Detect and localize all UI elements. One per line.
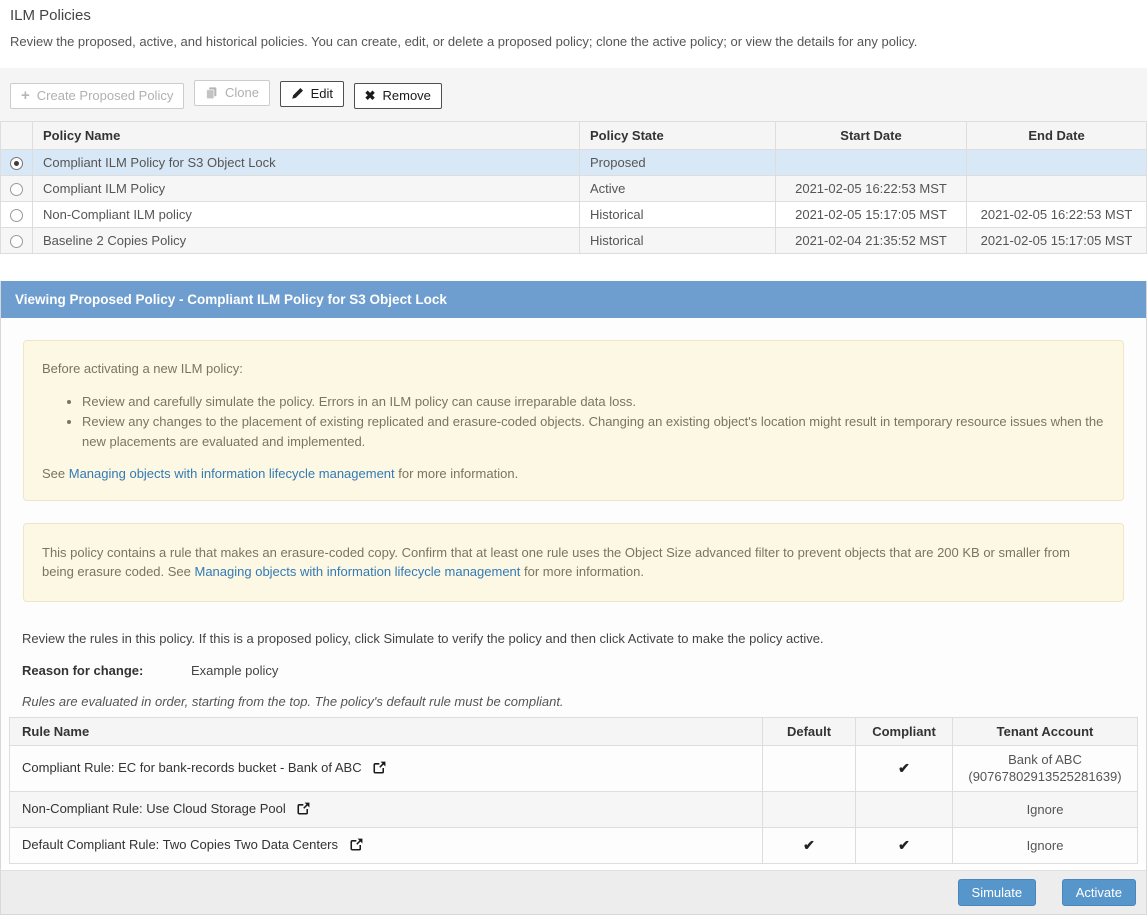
warning2-text: This policy contains a rule that makes an erasure-coded copy. Confirm that at least one rule uses the Object Size advanced filter to prevent objects that are 200 KB or smaller from being erasure coded. See <box>42 544 1070 580</box>
tenant-account-cell <box>953 791 1138 827</box>
default-mark-cell: ✔ <box>763 827 856 863</box>
rule-name-cell <box>10 827 763 863</box>
plus-icon: + <box>21 87 30 104</box>
simulate-button[interactable]: Simulate <box>958 879 1037 906</box>
policies-toolbar <box>0 68 1147 121</box>
tenant-name: Ignore <box>1026 837 1064 853</box>
x-icon: ✖ <box>364 88 376 103</box>
see-suffix: for more information. <box>394 466 519 482</box>
default-mark-cell <box>763 791 856 827</box>
compliant-mark-cell: ✔ <box>856 745 953 791</box>
policy-name-cell: Baseline 2 Copies Policy <box>33 228 580 254</box>
page-description: Review the proposed, active, and historical policies. You can create, edit, or delete a proposed policy; clone the active policy; or view the details for any policy. <box>10 34 918 49</box>
policy-end-cell <box>967 176 1147 202</box>
tenant-name: Ignore <box>1026 801 1064 817</box>
column-end-date: End Date <box>967 122 1147 150</box>
policy-name-cell: Compliant ILM Policy for S3 Object Lock <box>33 150 580 176</box>
warning-bullet-list <box>42 392 1105 452</box>
policy-row-baseline-2-copies[interactable] <box>1 228 1147 254</box>
see-more-line <box>42 464 1105 484</box>
remove-button-label: Remove <box>382 88 431 103</box>
rule-name-cell <box>10 745 763 791</box>
activate-button[interactable]: Activate <box>1062 879 1136 906</box>
policy-radio[interactable] <box>10 209 23 222</box>
policy-state-cell: Active <box>580 176 776 202</box>
pencil-icon <box>291 87 304 100</box>
rules-table-header <box>10 717 1138 745</box>
tenant-id: (90767802913525281639) <box>968 769 1122 785</box>
page-title: ILM Policies <box>10 7 91 24</box>
remove-button[interactable] <box>354 83 442 109</box>
edit-button[interactable] <box>280 81 344 107</box>
policy-state-cell: Historical <box>580 202 776 228</box>
policy-row-compliant-s3-object-lock[interactable] <box>1 150 1147 176</box>
warning2-suffix: for more information. <box>520 564 644 580</box>
activation-warning-box <box>23 340 1124 501</box>
reason-label: Reason for change: <box>22 662 144 678</box>
warning-bullet: • Review and carefully simulate the policy. Errors in an ILM policy can cause irreparable data loss. <box>82 392 1105 412</box>
clone-button[interactable] <box>194 80 270 106</box>
rules-evaluation-note: Rules are evaluated in order, starting from the top. The policy's default rule must be compliant. <box>22 693 564 709</box>
policy-row-non-compliant-ilm-policy[interactable] <box>1 202 1147 228</box>
managing-objects-link[interactable]: Managing objects with information lifecycle management <box>194 564 521 580</box>
column-compliant: Compliant <box>856 717 953 745</box>
clone-button-label: Clone <box>224 85 259 100</box>
clone-icon <box>205 86 218 100</box>
policy-state-cell: Proposed <box>580 150 776 176</box>
compliant-mark-cell <box>856 791 953 827</box>
default-mark-cell <box>763 745 856 791</box>
external-link-icon[interactable] <box>297 802 310 818</box>
policy-radio[interactable] <box>10 235 23 248</box>
policy-start-cell: 2021-02-04 21:35:52 MST <box>776 228 967 254</box>
policy-end-cell: 2021-02-05 15:17:05 MST <box>967 228 1147 254</box>
see-prefix: See <box>42 466 69 482</box>
tenant-account-cell <box>953 745 1138 791</box>
policies-table <box>0 121 1147 254</box>
policy-radio[interactable] <box>10 183 23 196</box>
rule-row-default-compliant <box>10 827 1138 863</box>
rule-name-text: Default Compliant Rule: Two Copies Two Data Centers <box>22 836 339 852</box>
policy-name-cell: Compliant ILM Policy <box>33 176 580 202</box>
viewing-proposed-policy-panel <box>0 281 1147 915</box>
rule-name-text: Non-Compliant Rule: Use Cloud Storage Pool <box>22 800 286 816</box>
radio-column-header <box>1 122 33 150</box>
policy-end-cell: 2021-02-05 16:22:53 MST <box>967 202 1147 228</box>
create-proposed-policy-button[interactable] <box>10 83 184 109</box>
policy-start-cell: 2021-02-05 16:22:53 MST <box>776 176 967 202</box>
warning-bullet: • Review any changes to the placement of existing replicated and erasure-coded objects. Changing an existing object's location might result in temporary resource issues when the new placements are evaluated and implemented. <box>82 412 1105 451</box>
policy-end-cell <box>967 150 1147 176</box>
edit-button-label: Edit <box>310 85 333 101</box>
policy-row-compliant-ilm-policy[interactable] <box>1 176 1147 202</box>
external-link-icon[interactable] <box>373 761 386 777</box>
rule-name-cell <box>10 791 763 827</box>
panel-body <box>1 318 1146 864</box>
rules-table <box>9 717 1138 864</box>
panel-header: Viewing Proposed Policy - Compliant ILM Policy for S3 Object Lock <box>1 281 1146 318</box>
create-button-label: Create Proposed Policy <box>36 88 174 103</box>
reason-for-change-line <box>22 663 1125 678</box>
policies-table-header <box>1 122 1147 150</box>
column-rule-name: Rule Name <box>10 717 763 745</box>
panel-footer <box>1 870 1146 914</box>
column-policy-state: Policy State <box>580 122 776 150</box>
warning-intro: Before activating a new ILM policy: <box>42 361 243 377</box>
review-instructions: Review the rules in this policy. If this is a proposed policy, click Simulate to verify the policy and then click Activate to make the policy active. <box>22 630 824 646</box>
compliant-mark-cell: ✔ <box>856 827 953 863</box>
policy-name-cell: Non-Compliant ILM policy <box>33 202 580 228</box>
managing-objects-link[interactable]: Managing objects with information lifecycle management <box>68 466 395 482</box>
erasure-coded-warning-box <box>23 523 1124 602</box>
policy-radio-selected[interactable] <box>10 157 23 170</box>
column-tenant-account: Tenant Account <box>953 717 1138 745</box>
reason-value: Example policy <box>190 662 279 678</box>
rule-row-non-compliant-cloud-pool <box>10 791 1138 827</box>
policy-start-cell <box>776 150 967 176</box>
column-policy-name: Policy Name <box>33 122 580 150</box>
column-start-date: Start Date <box>776 122 967 150</box>
tenant-name: Bank of ABC <box>1008 751 1082 767</box>
erasure-warning-text <box>42 543 1105 582</box>
rule-row-compliant-ec <box>10 745 1138 791</box>
column-default: Default <box>763 717 856 745</box>
policy-start-cell: 2021-02-05 15:17:05 MST <box>776 202 967 228</box>
rule-name-text: Compliant Rule: EC for bank-records bucket - Bank of ABC <box>22 759 362 775</box>
policy-state-cell: Historical <box>580 228 776 254</box>
tenant-account-cell <box>953 827 1138 863</box>
external-link-icon[interactable] <box>350 838 363 854</box>
